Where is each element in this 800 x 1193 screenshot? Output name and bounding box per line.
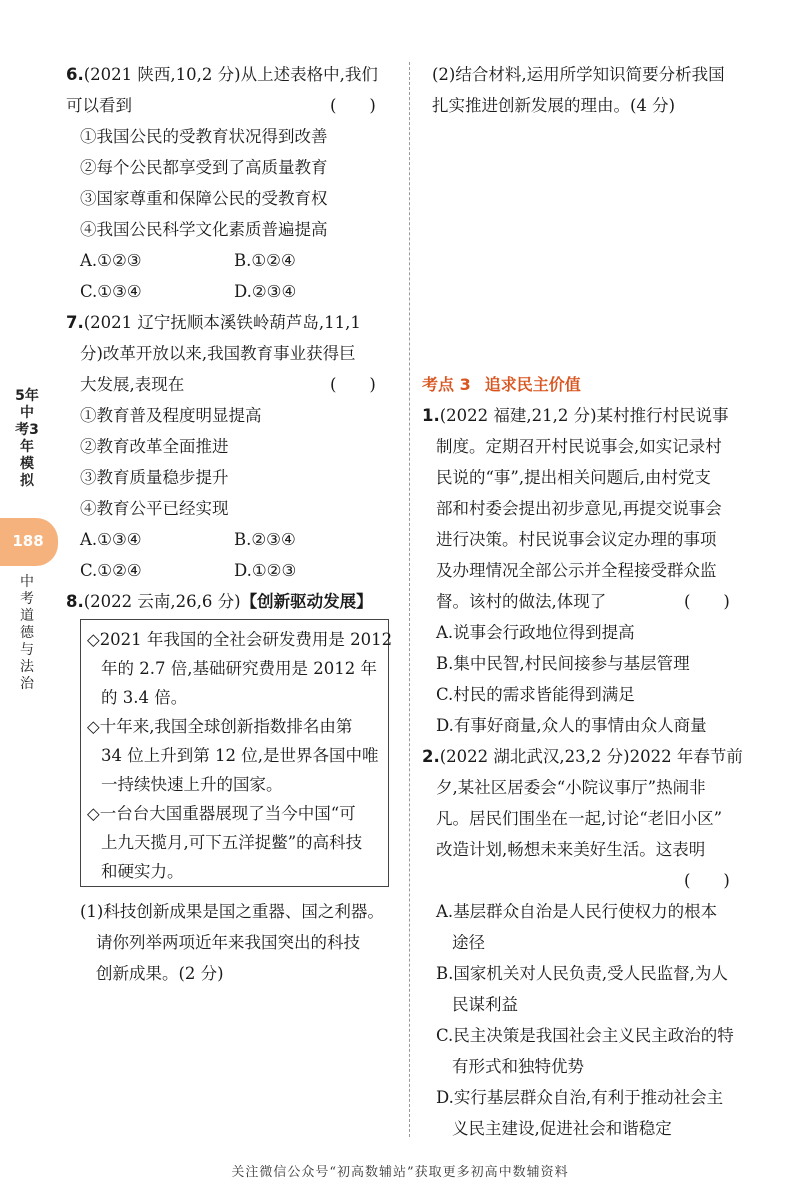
q7-number: 7.: [66, 313, 84, 332]
q6-option-c[interactable]: C.①③④: [80, 282, 142, 301]
q1-stem-line-6: 及办理情况全部公示并全程接受群众监: [436, 561, 717, 580]
q1-stem-line-3: 民说的“事”,提出相关问题后,由村党支: [436, 468, 711, 487]
q1-stem-line-2: 制度。定期召开村民说事会,如实记录村: [436, 437, 722, 456]
q6-stem-text-1: (2021 陕西,10,2 分)从上述表格中,我们: [83, 65, 378, 84]
q2-stem-line-3: 凡。居民们围坐在一起,讨论“老旧小区”: [436, 809, 723, 828]
q2-option-a-line-2[interactable]: 途径: [452, 933, 485, 952]
q6-item-4: ④我国公民科学文化素质普遍提高: [80, 220, 328, 239]
q7-item-4: ④教育公平已经实现: [80, 499, 229, 518]
q2-option-b-line-2[interactable]: 民谋利益: [452, 995, 518, 1014]
q2-number: 2.: [422, 747, 440, 766]
q8-sub1-line-1: (1)科技创新成果是国之重器、国之利器。: [80, 902, 384, 921]
q1-number: 1.: [422, 406, 440, 425]
q1-stem-line-4: 部和村委会提出初步意见,再提交说事会: [436, 499, 722, 518]
q2-stem-line-1: [422, 745, 743, 769]
q6-stem-line-2: 可以看到: [66, 96, 132, 115]
q6-item-3: ③国家尊重和保障公民的受教育权: [80, 189, 328, 208]
section-label: 考点 3: [422, 375, 471, 394]
q8-sub1-line-3: 创新成果。(2 分): [96, 964, 224, 983]
q2-stem-text-1: (2022 湖北武汉,23,2 分)2022 年春节前: [439, 747, 743, 766]
q2-option-c-line-1[interactable]: C.民主决策是我国社会主义民主政治的特: [436, 1026, 734, 1045]
section-title: 追求民主价值: [484, 375, 581, 394]
q6-stem-line-1: [66, 63, 378, 87]
q2-answer-bracket[interactable]: ( ): [684, 871, 730, 890]
q2-stem-line-2: 夕,某社区居委会“小院议事厅”热闹非: [436, 778, 706, 797]
q1-stem-text-1: (2022 福建,21,2 分)某村推行村民说事: [439, 406, 729, 425]
q7-option-b[interactable]: B.②③④: [234, 530, 296, 549]
q6-item-2: ②每个公民都享受到了高质量教育: [80, 158, 328, 177]
q6-option-b[interactable]: B.①②④: [234, 251, 296, 270]
q7-option-c[interactable]: C.①②④: [80, 561, 142, 580]
q6-option-a[interactable]: A.①②③: [80, 251, 142, 270]
q2-stem-line-4: 改造计划,畅想未来美好生活。这表明: [436, 840, 706, 859]
q1-answer-bracket[interactable]: ( ): [684, 592, 730, 611]
q2-option-d-line-2[interactable]: 义民主建设,促进社会和谐稳定: [452, 1119, 672, 1138]
q1-option-c[interactable]: C.村民的需求皆能得到满足: [436, 685, 635, 704]
q6-option-d[interactable]: D.②③④: [234, 282, 297, 301]
q2-option-b-line-1[interactable]: B.国家机关对人民负责,受人民监督,为人: [436, 964, 728, 983]
book-series-label: 5年中考3年模拟: [15, 388, 39, 489]
q7-item-1: ①教育普及程度明显提高: [80, 406, 262, 425]
q8-sub2-line-1: (2)结合材料,运用所学知识简要分析我国: [432, 65, 725, 84]
q7-option-d[interactable]: D.①②③: [234, 561, 297, 580]
q8-sub2-line-2: 扎实推进创新发展的理由。(4 分): [432, 96, 676, 115]
q1-stem-line-1: [422, 404, 729, 428]
subject-label: 中考道德与法治: [20, 574, 34, 692]
page-number: 188: [12, 532, 44, 550]
q7-stem-line-1: [66, 311, 361, 335]
q8-number: 8.: [66, 592, 84, 611]
q7-option-a[interactable]: A.①③④: [80, 530, 142, 549]
q1-option-a[interactable]: A.说事会行政地位得到提高: [436, 623, 635, 642]
q8-material-line-5: 34 位上升到第 12 位,是世界各国中唯: [101, 746, 379, 765]
q8-sub1-line-2: 请你列举两项近年来我国突出的科技: [96, 933, 360, 952]
q6-item-1: ①我国公民的受教育状况得到改善: [80, 127, 328, 146]
q1-stem-line-7: 督。该村的做法,体现了: [436, 592, 607, 611]
q8-material-line-3: 的 3.4 倍。: [101, 688, 188, 707]
q8-material-line-7: ◇一台台大国重器展现了当今中国“可: [87, 804, 356, 823]
q8-topic-tag: 【创新驱动发展】: [240, 592, 373, 611]
q8-material-line-6: 一持续快速上升的国家。: [101, 775, 283, 794]
q7-stem-line-3: 大发展,表现在: [80, 375, 185, 394]
q8-material-line-1: ◇2021 年我国的全社会研发费用是 2012: [87, 630, 393, 649]
column-divider: [409, 62, 410, 1137]
q8-material-line-8: 上九天揽月,可下五洋捉鳖”的高科技: [101, 833, 363, 852]
q6-number: 6.: [66, 65, 84, 84]
q8-stem-line: [66, 590, 373, 614]
q6-answer-bracket[interactable]: ( ): [330, 96, 376, 115]
q7-stem-text-1: (2021 辽宁抚顺本溪铁岭葫芦岛,11,1: [83, 313, 361, 332]
q7-item-2: ②教育改革全面推进: [80, 437, 229, 456]
q8-material-line-2: 年的 2.7 倍,基础研究费用是 2012 年: [101, 659, 377, 678]
footer-note: 关注微信公众号“初高数辅站”获取更多初高中数辅资料: [231, 1165, 569, 1180]
q7-answer-bracket[interactable]: ( ): [330, 375, 376, 394]
q2-option-d-line-1[interactable]: D.实行基层群众自治,有利于推动社会主: [436, 1088, 724, 1107]
q1-stem-line-5: 进行决策。村民说事会议定办理的事项: [436, 530, 717, 549]
q8-material-line-9: 和硬实力。: [101, 862, 184, 881]
q8-source: (2022 云南,26,6 分): [83, 592, 241, 611]
q7-stem-line-2: 分)改革开放以来,我国教育事业获得巨: [80, 344, 356, 363]
q8-material-line-4: ◇十年来,我国全球创新指数排名由第: [87, 717, 353, 736]
q1-option-b[interactable]: B.集中民智,村民间接参与基层管理: [436, 654, 690, 673]
section-heading: [422, 373, 581, 397]
q8-material-box: [80, 619, 393, 887]
q2-option-a-line-1[interactable]: A.基层群众自治是人民行使权力的根本: [436, 902, 718, 921]
q1-option-d[interactable]: D.有事好商量,众人的事情由众人商量: [436, 716, 707, 735]
q2-option-c-line-2[interactable]: 有形式和独特优势: [452, 1057, 584, 1076]
q7-item-3: ③教育质量稳步提升: [80, 468, 229, 487]
